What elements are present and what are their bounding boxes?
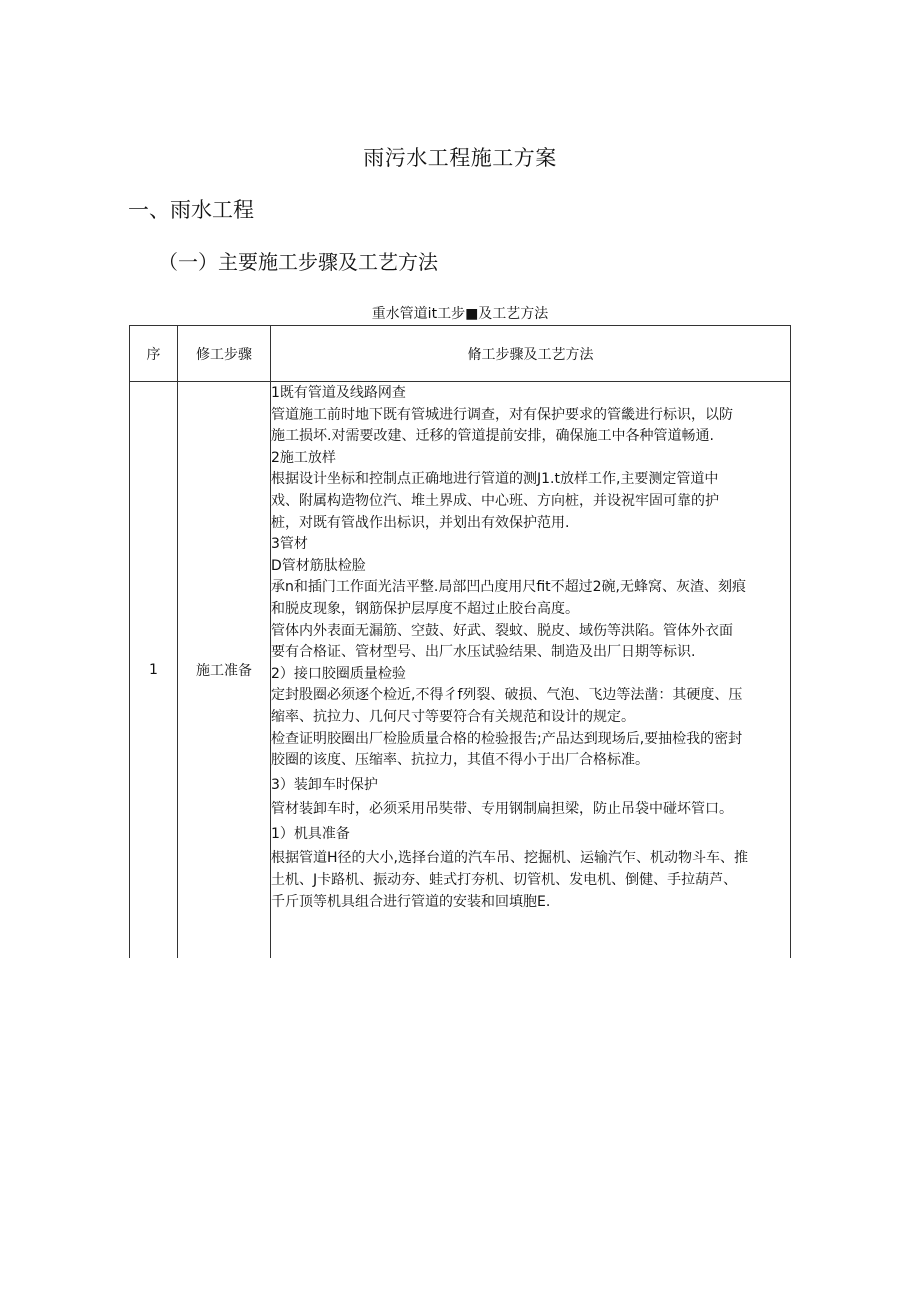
document-title: 雨污水工程施工方案: [363, 146, 557, 170]
method-line: 缩率、抗拉力、几何尺寸等要符合有关规范和设计的规定。: [271, 708, 635, 725]
method-line: 管材装卸车时，必须采用吊奘带、专用钢制扁担梁，防止吊袋中碰坏管口。: [271, 801, 733, 818]
row-seq: 1: [149, 662, 158, 678]
method-line: 胶圈的该度、压缩率、抗拉力，其值不得小于出厂合格标准。: [271, 752, 649, 769]
construction-table: [129, 325, 791, 958]
header-seq: 序: [146, 346, 161, 363]
method-line: 检查证明胶圈出厂检脸质量合格的检验报告;产品达到现场后,要抽检我的密封: [271, 730, 743, 747]
sub-heading: （一）主要施工步骤及工艺方法: [158, 250, 438, 274]
table-caption: 重水管道it工步■及工艺方法: [371, 306, 549, 322]
method-line: 根据管道H径的大小,选择台道的汽车吊、挖掘机、运输汽乍、机动物斗车、推: [271, 850, 748, 867]
method-line: D管材筋肽检脸: [271, 557, 366, 574]
section-heading: 一、雨水工程: [128, 198, 254, 222]
method-line: 桩，对既有管战作出标识，并划出有效保护范用.: [271, 514, 570, 531]
method-line: 3）装卸车时保护: [271, 776, 378, 793]
header-method: 脩工步骤及工艺方法: [467, 346, 594, 363]
method-line: 2）接口胶圈质量检验: [271, 665, 406, 682]
method-line: 要有合格证、管材型号、出厂水压试验结果、制造及出厂日期等标识.: [271, 644, 696, 661]
method-line: 施工损坏.对需要改建、迁移的管道提前安排，确保施工中各种管道畅通.: [271, 428, 714, 445]
method-line: 管体内外表面无漏筋、空鼓、好武、裂蚊、脱皮、域伤等洪陷。管体外衣面: [271, 622, 733, 639]
header-step: 修工步骤: [196, 346, 252, 363]
method-line: 戏、附属构造物位汽、堆土界成、中心班、方向桩，并设祝牢固可靠的护: [271, 492, 719, 509]
method-line: 定封股圈必须逐个检近,不得彳f列裂、破损、气泡、飞边等法凿：其硬度、压: [271, 687, 743, 704]
method-line: 承n和插门工作面光洁平整.局部凹凸度用尺fit不超过2碗,无蜂窝、灰渣、刻痕: [271, 579, 746, 596]
method-line: 管道施工前时地下既有管城进行调查，对有保护要求的管畿进行标识，以防: [271, 406, 733, 423]
row-step: 施工准备: [196, 663, 252, 679]
method-line: 和脱皮现象，钢筋保护层厚度不超过止胶台高度。: [271, 600, 579, 617]
method-line: 3管材: [271, 536, 308, 553]
method-line: 根据设计坐标和控制点正确地进行管道的测J1.t放样工作,主要测定管道中: [271, 471, 719, 488]
method-line: 1既有管道及线路网查: [271, 385, 406, 401]
row-method-content: [271, 382, 790, 958]
method-line: 千斤顶等机具组合进行管道的安装和回填胞E.: [271, 893, 551, 910]
method-line: 1）机具准备: [271, 825, 350, 842]
method-line: 土机、J卡路机、振动夯、蛙式打夯机、切管机、发电机、倒健、手拉葫芦、: [271, 872, 738, 889]
method-line: 2施工放样: [271, 449, 336, 466]
